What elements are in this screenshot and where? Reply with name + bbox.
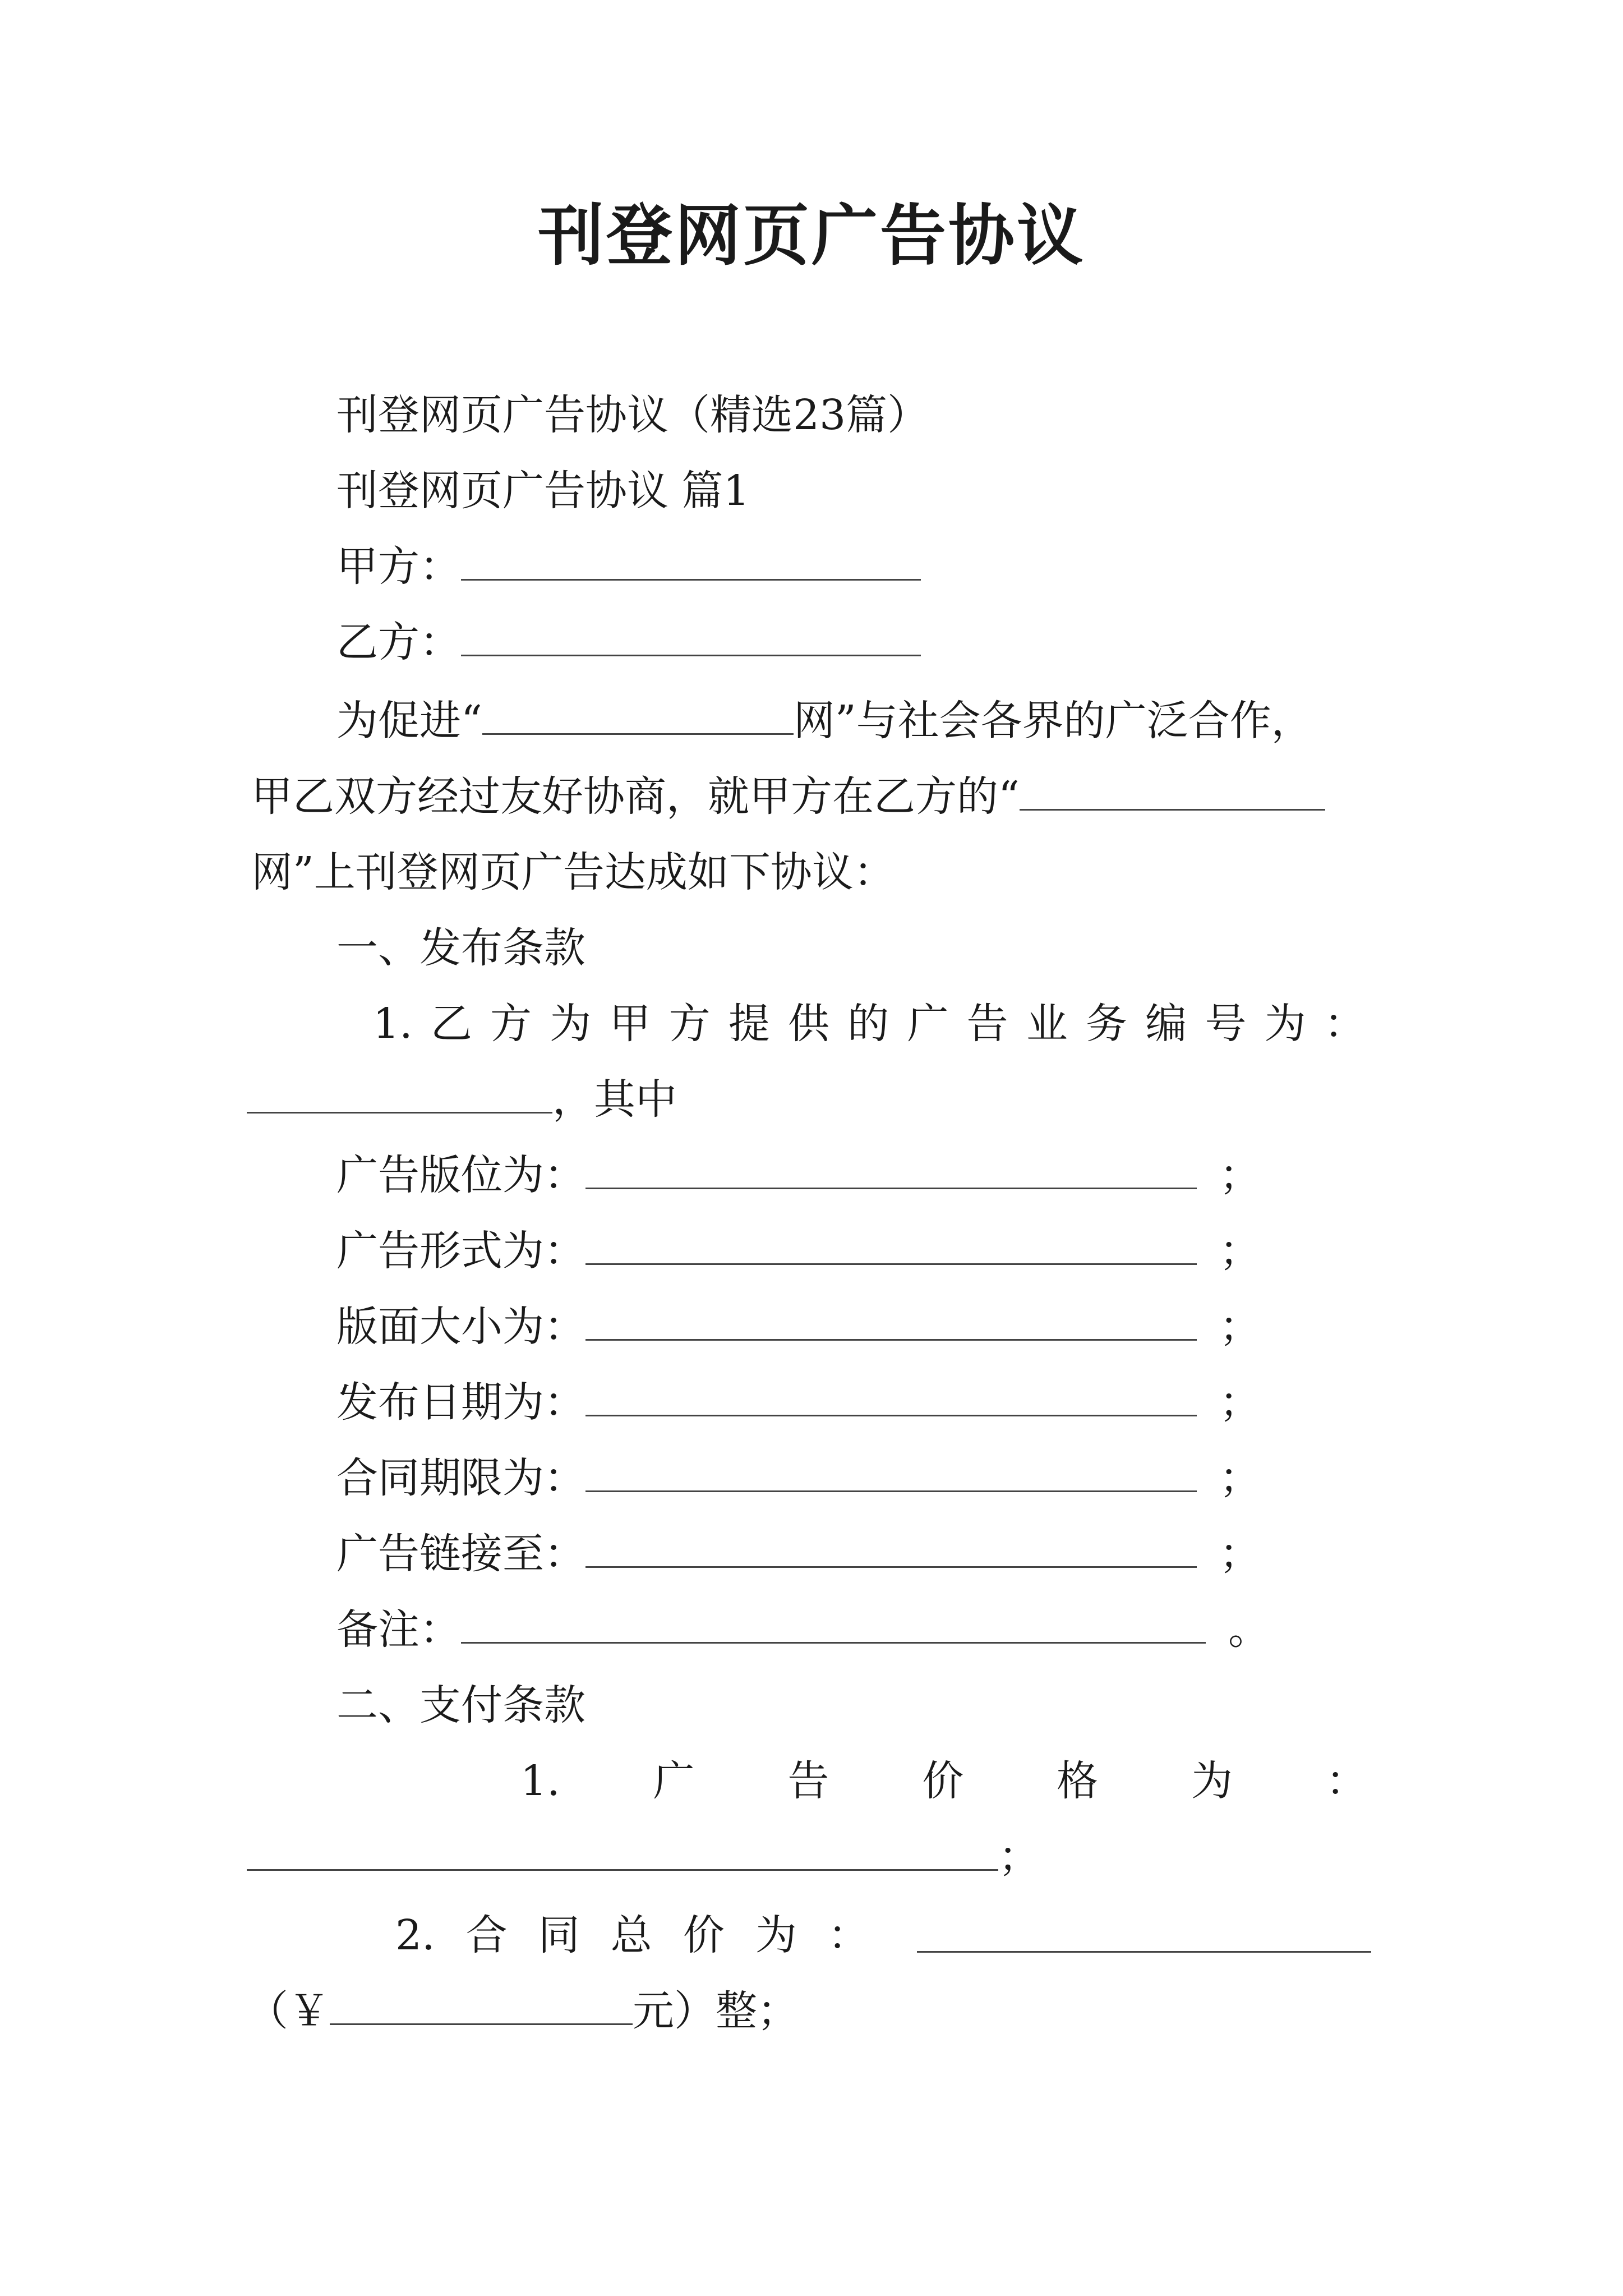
ad-size-blank[interactable] <box>585 1305 1197 1341</box>
field-ad-size <box>336 1299 1261 1355</box>
clause2-item1 <box>520 1753 1367 1809</box>
clause2-title: 二、支付条款 <box>336 1681 585 1729</box>
field-label: 备注： <box>336 1605 461 1654</box>
clause-text: 同 <box>538 1911 580 1959</box>
total-price-blank[interactable] <box>917 1917 1371 1953</box>
intro-text: 网”与社会各界的广泛合作， <box>793 697 1313 745</box>
party-b-label: 乙方： <box>336 618 461 666</box>
total-price-number-blank[interactable] <box>330 1990 633 2025</box>
intro-text: 为促进“ <box>336 697 482 745</box>
party-a-label: 甲方： <box>336 542 461 591</box>
clause-text: 为 <box>550 1000 592 1048</box>
intro-line-3: 网”上刊登网页广告达成如下协议： <box>251 848 895 896</box>
field-ad-format <box>336 1223 1261 1279</box>
clause-text: 1. <box>520 1757 560 1805</box>
field-label: 合同期限为： <box>336 1454 585 1502</box>
remarks-blank[interactable] <box>461 1608 1206 1644</box>
clause-text: 广 <box>907 1000 949 1048</box>
field-end: ； <box>1219 1454 1261 1502</box>
party-a-line <box>336 539 921 595</box>
field-label: 广告链接至： <box>336 1530 585 1578</box>
intro-text: 甲乙双方经过友好协商，就甲方在乙方的“ <box>251 772 1020 821</box>
website-name-blank[interactable] <box>1020 775 1325 811</box>
ad-position-blank[interactable] <box>585 1154 1197 1189</box>
document-title: 刊登网页广告协议 <box>537 196 1085 274</box>
field-end: ； <box>1219 1227 1261 1275</box>
intro-line-1 <box>336 693 1313 749</box>
contract-term-blank[interactable] <box>585 1457 1197 1492</box>
field-end: ； <box>1219 1530 1261 1578</box>
party-a-blank[interactable] <box>461 545 921 581</box>
clause-text: 务 <box>1086 1000 1128 1048</box>
website-name-blank[interactable] <box>482 700 794 735</box>
clause-text: 元）整； <box>633 1987 799 2035</box>
publish-date-blank[interactable] <box>585 1381 1197 1416</box>
clause-text: 业 <box>1026 1000 1068 1048</box>
clause-text: 广 <box>653 1757 695 1805</box>
clause-text: 乙 <box>430 1000 472 1048</box>
ad-business-number-blank[interactable] <box>247 1078 552 1114</box>
clause-text: 2. <box>395 1911 435 1959</box>
field-publish-date <box>336 1374 1261 1430</box>
clause-text: 价 <box>922 1757 964 1805</box>
field-ad-link <box>336 1526 1261 1582</box>
clause-text: 方 <box>490 1000 532 1048</box>
field-label: 发布日期为： <box>336 1378 585 1427</box>
field-end: ； <box>1219 1378 1261 1427</box>
field-label: 版面大小为： <box>336 1303 585 1351</box>
party-b-blank[interactable] <box>461 621 921 656</box>
field-ad-position <box>336 1147 1261 1203</box>
ad-format-blank[interactable] <box>585 1230 1197 1265</box>
clause-text: 告 <box>787 1757 829 1805</box>
field-end: 。 <box>1228 1605 1270 1654</box>
clause-text: 供 <box>788 1000 830 1048</box>
clause-text: 为 <box>1191 1757 1233 1805</box>
clause-text: 提 <box>728 1000 770 1048</box>
field-label: 广告版位为： <box>336 1151 585 1199</box>
clause-text: （￥ <box>247 1987 330 2035</box>
clause1-item1-cont <box>247 1071 677 1128</box>
clause-text: 告 <box>966 1000 1008 1048</box>
clause1-item1 <box>373 996 1366 1052</box>
clause1-title: 一、发布条款 <box>336 924 585 972</box>
clause-text: 方 <box>668 1000 711 1048</box>
clause-text: 为 <box>755 1911 797 1959</box>
clause2-item2-cont <box>247 1983 799 2039</box>
field-end: ； <box>1219 1151 1261 1199</box>
clause-text: 格 <box>1057 1757 1099 1805</box>
clause2-item2 <box>395 1907 1377 1963</box>
clause-text: ，其中 <box>552 1075 677 1124</box>
clause-text: 为 <box>1264 1000 1306 1048</box>
clause-text: 1. <box>373 1000 413 1048</box>
subtitle: 刊登网页广告协议（精选23篇） <box>336 391 929 439</box>
clause-text: 总 <box>610 1911 652 1959</box>
ad-link-blank[interactable] <box>585 1533 1197 1568</box>
clause-text: 价 <box>683 1911 725 1959</box>
section-heading: 刊登网页广告协议 篇1 <box>336 467 750 515</box>
clause-text: ： <box>827 1911 869 1959</box>
clause-text: ； <box>998 1833 1040 1881</box>
intro-line-2 <box>251 769 1325 825</box>
clause-text: ： <box>1325 1757 1367 1805</box>
field-remarks <box>336 1602 1270 1658</box>
field-end: ； <box>1219 1303 1261 1351</box>
clause-text: 的 <box>847 1000 889 1048</box>
party-b-line <box>336 614 921 670</box>
clause2-item1-cont <box>247 1829 1040 1885</box>
clause-text: ： <box>1324 1000 1366 1048</box>
clause-text: 合 <box>465 1911 508 1959</box>
field-label: 广告形式为： <box>336 1227 585 1275</box>
field-contract-term <box>336 1450 1261 1506</box>
clause-text: 号 <box>1205 1000 1247 1048</box>
clause-text: 甲 <box>609 1000 651 1048</box>
clause-text: 编 <box>1145 1000 1187 1048</box>
ad-price-blank[interactable] <box>247 1835 998 1871</box>
